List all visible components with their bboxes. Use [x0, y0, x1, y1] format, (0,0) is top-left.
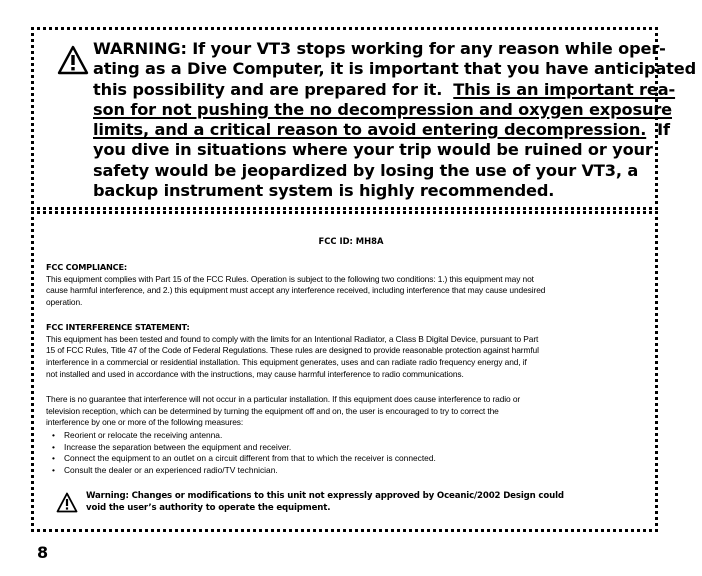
warning-line — [93, 120, 670, 140]
list-item: • Consult the dealer or an experienced radio/TV technician. — [52, 465, 436, 477]
section-heading: FCC COMPLIANCE: — [46, 262, 127, 272]
guarantee-paragraph — [46, 394, 656, 429]
warning-line: WARNING: If your VT3 stops working for any reason while oper- — [93, 39, 666, 58]
warning-underlined-line: son for not pushing the no decompression and oxygen exposure — [93, 99, 672, 119]
text-line: There is no guarantee that interference will not occur in a particular installation. If this equipment does cause interference to radio or — [46, 394, 521, 404]
fcc-interference-section — [46, 322, 656, 381]
warning-underlined-segment: limits, and a critical reason to avoid entering decompression. — [93, 120, 647, 140]
warning-underlined-segment: This is an important rea- — [453, 79, 676, 99]
warning-triangle-icon — [57, 45, 89, 75]
warning-line: backup instrument system is highly recommended. — [93, 181, 555, 201]
section-heading: FCC INTERFERENCE STATEMENT: — [46, 322, 190, 332]
warning-line — [93, 79, 676, 100]
text-line: interference in a commercial or residential installation. This equipment generates, uses and can radiate radio frequency energy and, if — [46, 357, 527, 368]
measures-list — [52, 430, 436, 477]
list-item: • Reorient or relocate the receiving antenna. — [52, 430, 436, 442]
list-item: • Connect the equipment to an outlet on a circuit different from that to which the receiver is connected. — [52, 453, 436, 465]
text-line: void the user’s authority to operate the equipment. — [86, 502, 331, 513]
text-line: 15 of FCC Rules, Title 47 of the Code of Federal Regulations. These rules are designed to provide reasonable protection against harmful — [46, 345, 539, 356]
text-line: Warning: Changes or modifications to this unit not expressly approved by Oceanic/2002 Design could — [86, 491, 564, 501]
warning-line: ating as a Dive Computer, it is important that you have anticipated — [93, 59, 697, 79]
warning-segment: If — [646, 120, 670, 140]
fcc-id: FCC ID: MH8A — [318, 236, 384, 246]
modification-warning — [86, 491, 646, 515]
text-line: operation. — [46, 297, 83, 308]
warning-triangle-icon — [56, 492, 78, 513]
text-line: not installed and used in accordance with the instructions, may cause harmful interference to radio communications. — [46, 368, 464, 379]
text-line: interference by one or more of the following measures: — [46, 417, 244, 428]
warning-line: safety would be jeopardized by losing the use of your VT3, a — [93, 160, 639, 180]
text-line: This equipment has been tested and found to comply with the limits for an Intentional Radiator, a Class B Digital Device, pursuant to Part — [46, 333, 539, 344]
text-line: cause harmful interference, and 2.) this equipment must accept any interference received, including interference that may cause undesired — [46, 285, 546, 296]
warning-segment: this possibility and are prepared for it. — [93, 79, 454, 99]
text-line: television reception, which can be determined by turning the equipment off and on, the user is encouraged to try to correct the — [46, 405, 499, 416]
page-number: 8 — [37, 543, 49, 562]
list-item: • Increase the separation between the equipment and receiver. — [52, 442, 436, 454]
text-line: This equipment complies with Part 15 of the FCC Rules. Operation is subject to the following two conditions: 1.) this equipment may not — [46, 273, 534, 284]
warning-paragraph — [93, 39, 697, 201]
fcc-compliance-section — [46, 262, 656, 309]
warning-line: you dive in situations where your trip would be ruined or your — [93, 140, 653, 160]
